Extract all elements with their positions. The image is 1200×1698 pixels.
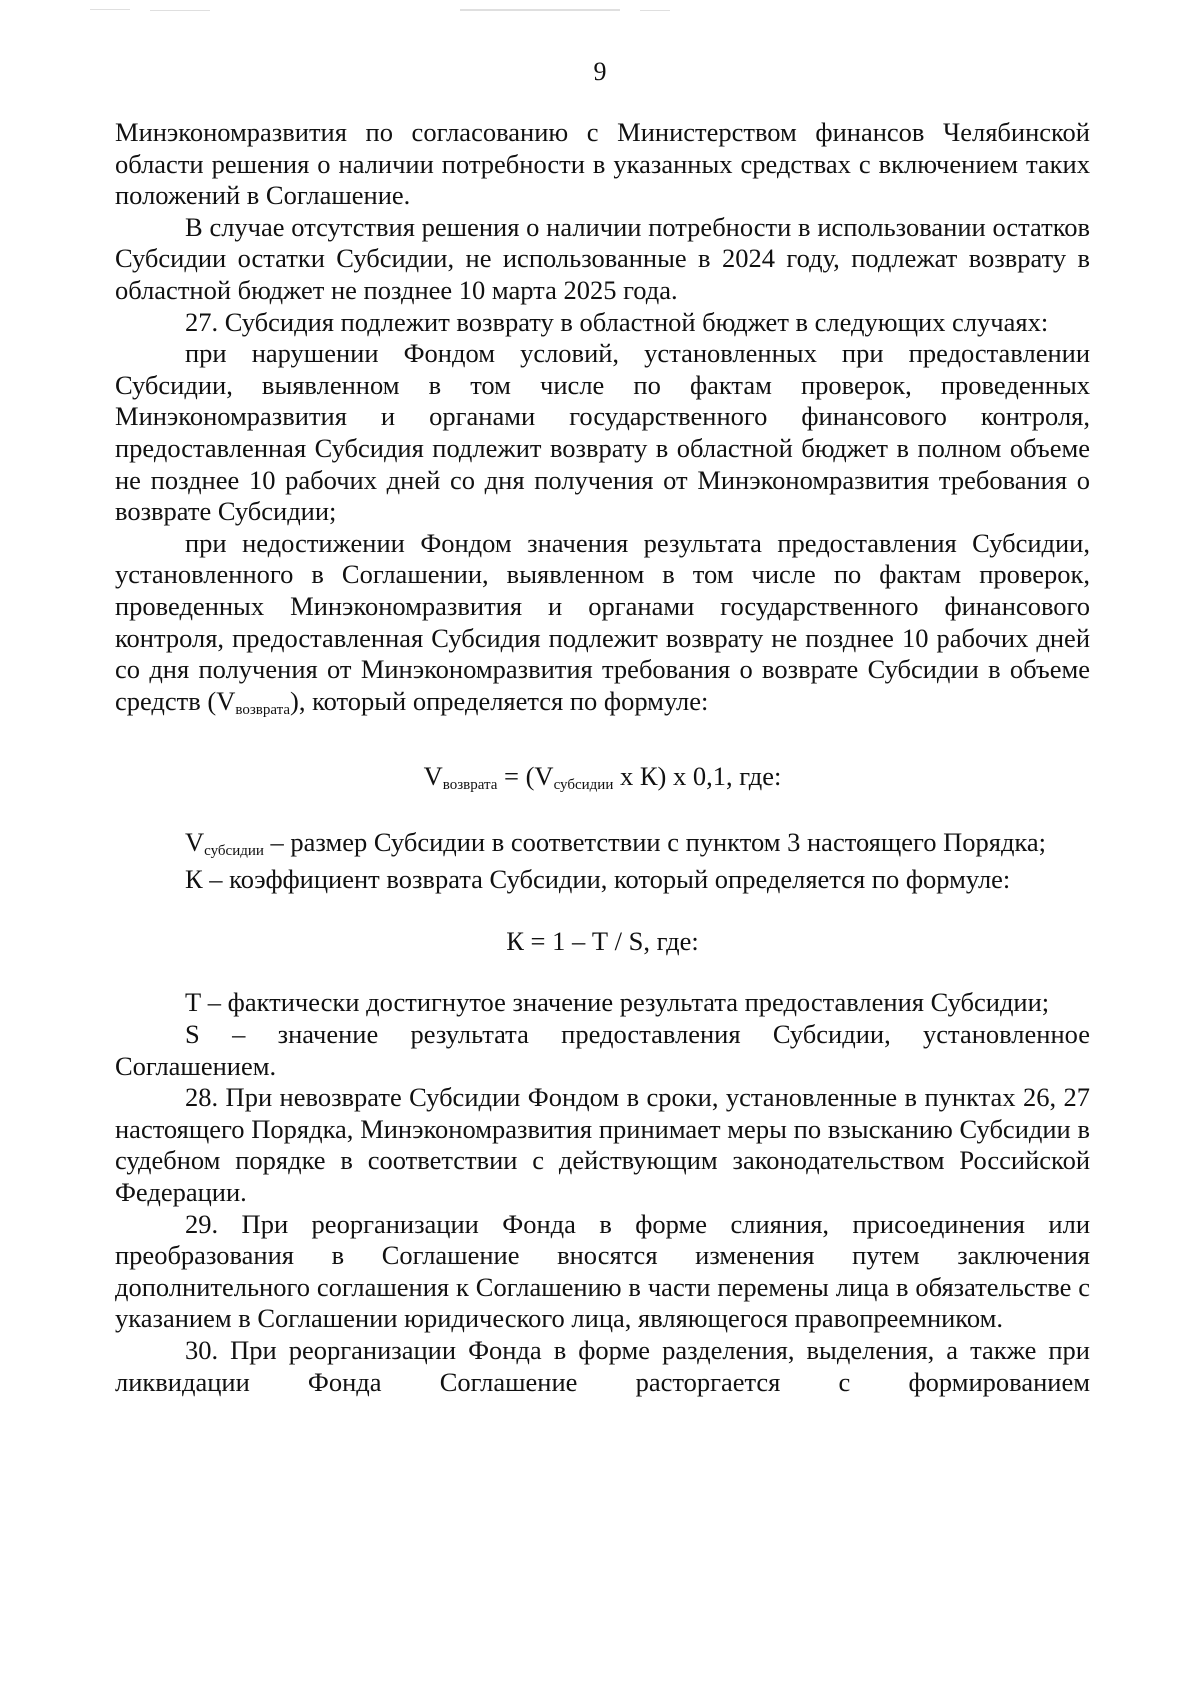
paragraph-violation-case: при нарушении Фондом условий, установленных при предоставлении Субсидии, выявленном в том числе по фактам проверок, проведенных Минэкономразвития и органами государственного финансового контроля, предоставленная Субсидия подлежит возврату в областной бюджет в полном объеме не позднее 10 рабочих дней со дня получения от Минэкономразвития требования о возврате Субсидии; bbox=[115, 338, 1090, 527]
paragraph-continuation: Минэкономразвития по согласованию с Министерством финансов Челябинской области решения о наличии потребности в указанных средствах с включением таких положений в Соглашение. bbox=[115, 117, 1090, 211]
paragraph-item-28: 28. При невозврате Субсидии Фондом в сроки, установленные в пунктах 26, 27 настоящего Порядка, Минэкономразвития принимает меры по взысканию Субсидии в судебном порядке в соответствии с действующим законодательством Российской Федерации. bbox=[115, 1082, 1090, 1208]
paragraph-remaining-balance: В случае отсутствия решения о наличии потребности в использовании остатков Субсидии остатки Субсидии, не использованные в 2024 году, подлежат возврату в областной бюджет не позднее 10 марта 2025 года. bbox=[115, 211, 1090, 305]
v-subsidy-subscript: субсидии bbox=[204, 843, 264, 860]
formula-equals-open: = (V bbox=[497, 761, 554, 792]
paragraph-k-definition: К – коэффициент возврата Субсидии, который определяется по формуле: bbox=[185, 863, 1011, 894]
formula-tail: x К) x 0,1, где: bbox=[613, 761, 782, 792]
paragraph-v-subsidy-definition bbox=[115, 827, 1090, 864]
v-return-subscript: возврата bbox=[235, 701, 291, 718]
paragraph-item-27: 27. Субсидия подлежит возврату в областной бюджет в следующих случаях: bbox=[185, 306, 1049, 337]
document-body bbox=[115, 117, 1090, 1398]
v-subsidy-text: – размер Субсидии в соответствии с пунктом 3 настоящего Порядка; bbox=[263, 827, 1047, 858]
formula-v-return: V bbox=[423, 761, 443, 792]
non-achievement-text: при недостижении Фондом значения результата предоставления Субсидии, установленного в Соглашении, выявленном в том числе по фактам проверок, проведенных Минэкономразвития и органами государственного финансового контроля, предоставленная Субсидия подлежит возврату не позднее 10 рабочих дней со дня получения от Минэкономразвития требования о возврате Субсидии в объеме средств (V bbox=[115, 527, 1090, 716]
paragraph-s-definition: S – значение результата предоставления Субсидии, установленное Соглашением. bbox=[115, 1019, 1090, 1081]
paragraph-non-achievement-case bbox=[115, 528, 1090, 723]
v-subsidy-symbol: V bbox=[185, 827, 205, 858]
page-number: 9 bbox=[593, 57, 607, 86]
formula-return-volume bbox=[115, 760, 1090, 797]
formula-v-subsidy-subscript: субсидии bbox=[553, 777, 614, 794]
paragraph-t-definition: Т – фактически достигнутое значение результата предоставления Субсидии; bbox=[185, 987, 1050, 1018]
scan-noise bbox=[80, 6, 700, 14]
paragraph-item-29: 29. При реорганизации Фонда в форме слияния, присоединения или преобразования в Соглашение вносятся изменения путем заключения дополнительного соглашения к Соглашению в части перемены лица в обязательстве с указанием в Соглашении юридического лица, являющегося правопреемником. bbox=[115, 1208, 1090, 1334]
non-achievement-tail: ), который определяется по формуле: bbox=[290, 685, 709, 716]
paragraph-item-30: 30. При реорганизации Фонда в форме разделения, выделения, а также при ликвидации Фонда Соглашение расторгается с формированием bbox=[115, 1335, 1090, 1397]
formula-v-return-subscript: возврата bbox=[442, 777, 498, 794]
formula-coefficient: К = 1 – Т / S, где: bbox=[506, 926, 699, 957]
